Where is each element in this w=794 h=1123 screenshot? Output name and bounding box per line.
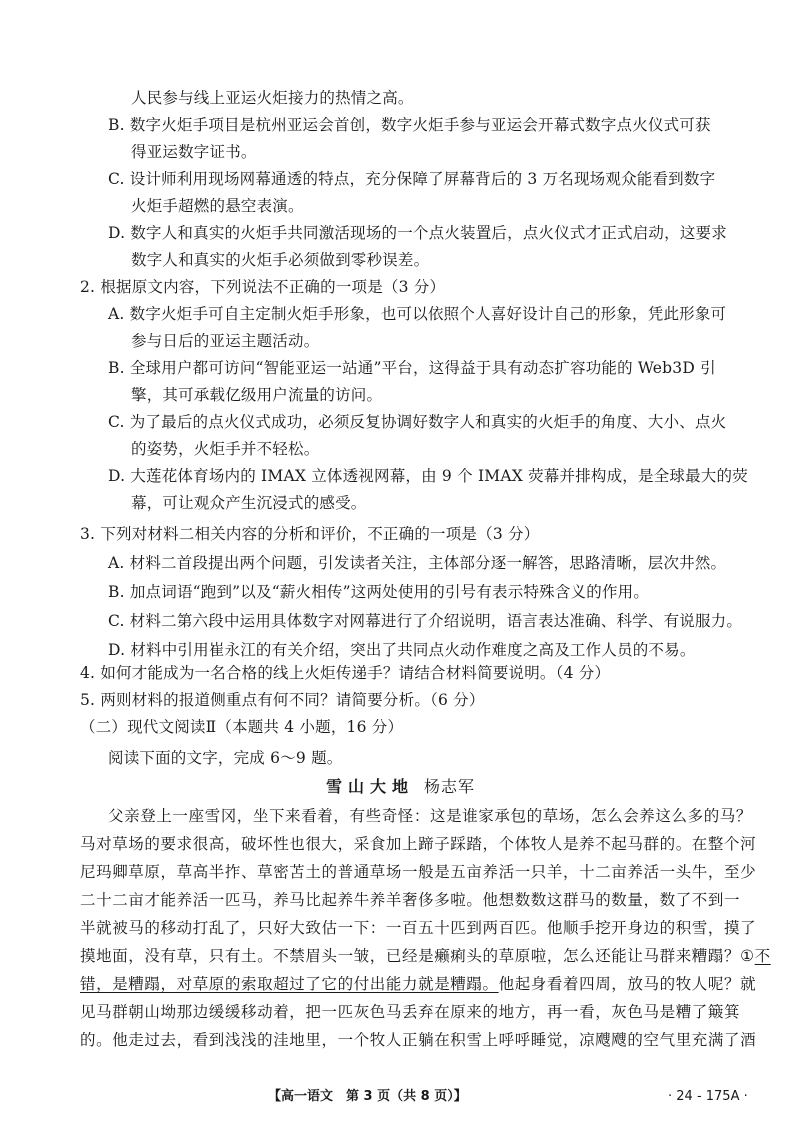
q3-option-b: B. 加点词语“跑到”以及“薪火相传”这两处使用的引号有表示特殊含义的作用。: [108, 583, 650, 601]
q3-stem: 3. 下列对材料二相关内容的分析和评价，不正确的一项是（3 分）: [80, 525, 540, 543]
passage-line-3: 尼玛卿草原，草高半拃、草密苫土的普通草场一般是五亩养活一只羊，十二亩养活一头牛，至少: [80, 863, 757, 881]
q3-option-a: A. 材料二首段提出两个问题，引发读者关注，主体部分逐一解答，思路清晰，层次井然。: [108, 554, 727, 572]
passage-line-6: [80, 946, 771, 966]
passage-title-row: [326, 777, 475, 797]
q3-option-c: C. 材料二第六段中运用具体数字对网幕进行了介绍说明，语言表达准确、科学、有说服力。: [108, 612, 743, 630]
passage-line-9: 的。他走过去，看到浅浅的洼地里，一个牧人正躺在积雪上呼呼睡觉，凉飕飕的空气里充满了酒: [80, 1031, 757, 1049]
underlined-sentence-1: 错，是糟蹋，对草原的索取超过了它的付出能力就是糟蹋。: [80, 975, 499, 993]
q2-stem: 2. 根据原文内容，下列说法不正确的一项是（3 分）: [80, 278, 446, 296]
passage-line-7: [80, 974, 756, 994]
q1-option-d-line-1: D. 数字人和真实的火炬手共同激活现场的一个点火装置后，点火仪式才正式启动，这要求: [108, 224, 727, 242]
section-2-heading: （二）现代文阅读Ⅱ（本题共 4 小题，16 分）: [80, 718, 404, 736]
q2-option-c-line-1: C. 为了最后的点火仪式成功，必须反复协调好数字人和真实的火炬手的角度、大小、点火: [108, 413, 727, 431]
q2-option-c-line-2: 的姿势，火炬手并不轻松。: [131, 440, 320, 458]
passage-line-2: 马对草场的要求很高，破坏性也很大，采食加上蹄子踩踏，个体牧人是养不起马群的。在整个河: [80, 835, 757, 853]
passage-line-7-text: 他起身看着四周，放马的牧人呢？就: [498, 975, 757, 993]
passage-author: 杨志军: [424, 777, 476, 796]
q2-option-a-line-1: A. 数字火炬手可自主定制火炬手形象，也可以依照个人喜好设计自己的形象，凭此形象可: [108, 305, 727, 323]
q1-option-d-line-2: 数字人和真实的火炬手必须做到零秒误差。: [131, 251, 430, 269]
q1-option-b-line-1: B. 数字火炬手项目是杭州亚运会首创，数字火炬手参与亚运会开幕式数字点火仪式可获: [108, 116, 711, 134]
underlined-sentence-start: 不: [754, 947, 771, 965]
q2-option-d-line-1: D. 大莲花体育场内的 IMAX 立体透视网幕，由 9 个 IMAX 荧幕并排构成，是全球最大的荧: [108, 467, 748, 485]
footer-exam-code: · 24 - 175A ·: [668, 1089, 748, 1104]
section-2-instruction: 阅读下面的文字，完成 6～9 题。: [108, 749, 343, 767]
q3-option-d: D. 材料中引用崔永江的有关介绍，突出了共同点火动作难度之高及工作人员的不易。: [108, 641, 696, 659]
q2-option-b-line-1: B. 全球用户都可访问“智能亚运一站通”平台，这得益于具有动态扩容功能的 Web3D 引: [108, 359, 716, 377]
question-5: 5. 两则材料的报道侧重点有何不同？请简要分析。（6 分）: [80, 691, 485, 709]
q1-option-a-continued: 人民参与线上亚运火炬接力的热情之高。: [131, 89, 414, 107]
q1-option-c-line-1: C. 设计师利用现场网幕通透的特点，充分保障了屏幕背后的 3 万名现场观众能看到数字: [108, 170, 716, 188]
passage-line-5: 半就被马的移动打乱了，只好大致估一下：一百五十匹到两百匹。他顺手挖开身边的积雪，摸了: [80, 919, 757, 937]
q1-option-c-line-2: 火炬手超燃的悬空表演。: [131, 197, 304, 215]
q2-option-a-line-2: 参与日后的亚运主题活动。: [131, 332, 320, 350]
passage-title: 雪山大地: [326, 777, 415, 796]
q2-option-d-line-2: 幕，可让观众产生沉浸式的感受。: [131, 494, 367, 512]
passage-line-1: 父亲登上一座雪冈，坐下来看着，有些奇怪：这是谁家承包的草场，怎么会养这么多的马？: [108, 807, 753, 825]
footer-page-info: 【高一语文 第 3 页（共 8 页）】: [268, 1089, 467, 1104]
passage-line-8: 见马群朝山坳那边缓缓移动着，把一匹灰色马丢弃在原来的地方，再一看，灰色马是糟了簸箕: [80, 1003, 741, 1021]
q2-option-b-line-2: 擎，其可承载亿级用户流量的访问。: [131, 386, 383, 404]
passage-line-6-text: 摸地面，没有草，只有土。不禁眉头一皱，已经是癞痢头的草原啦，怎么还能让马群来糟蹋？①: [80, 947, 755, 965]
q1-option-b-line-2: 得亚运数字证书。: [131, 143, 257, 161]
passage-line-4: 二十二亩才能养活一匹马，养马比起养牛养羊奢侈多啦。他想数数这群马的数量，数了不到一: [80, 891, 741, 909]
question-4: 4. 如何才能成为一名合格的线上火炬传递手？请结合材料简要说明。（4 分）: [80, 664, 611, 682]
